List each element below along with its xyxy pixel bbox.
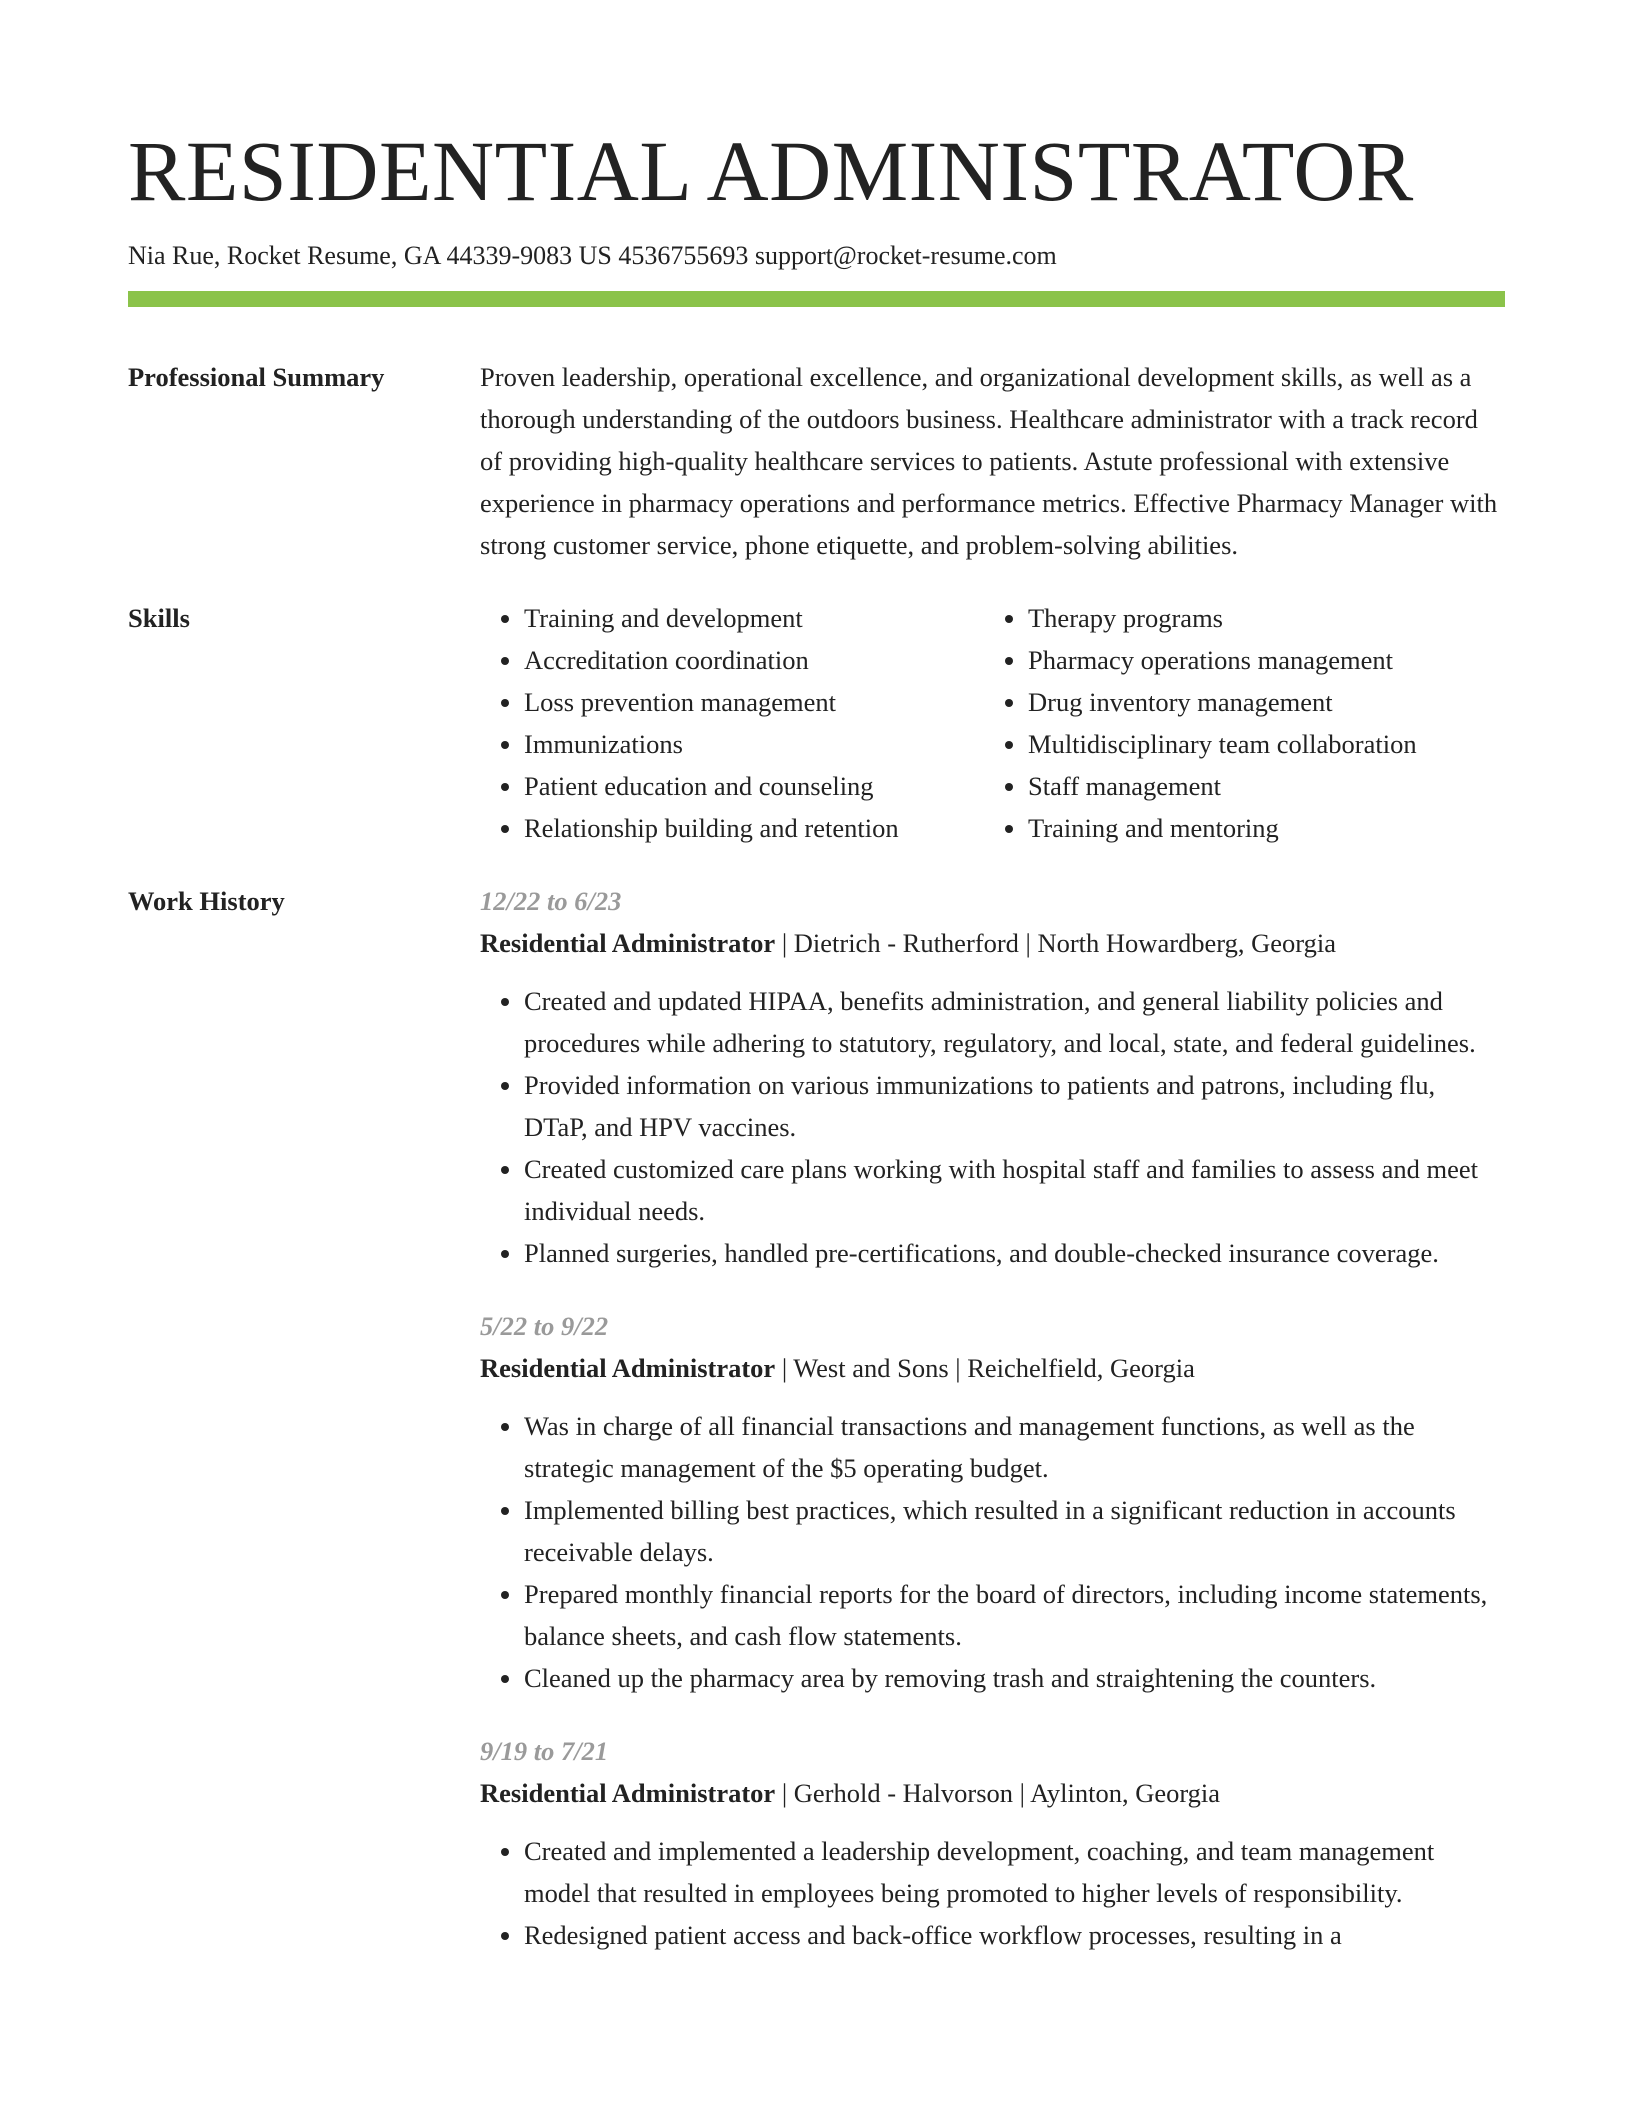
work-history-body [480,880,1505,1956]
job-bullets [480,980,1505,1274]
skill-item: • Immunizations [524,723,984,765]
job-bullet: • Created and updated HIPAA, benefits administration, and general liability policies and procedures while adhering to statutory, regulatory, and local, state, and federal guidelines. [524,980,1505,1064]
job-dates: 9/19 to 7/21 [480,1736,609,1766]
summary-heading: Professional Summary [128,362,385,392]
summary-section [128,356,1505,566]
skill-item: • Training and development [524,597,984,639]
job-header [480,1772,1505,1814]
job-title: Residential Administrator [480,1778,776,1808]
skill-item: • Drug inventory management [1028,681,1528,723]
skill-item: • Patient education and counseling [524,765,984,807]
skill-item: • Pharmacy operations management [1028,639,1528,681]
job-bullet: • Implemented billing best practices, which resulted in a significant reduction in accounts receivable delays. [524,1489,1505,1573]
summary-text: Proven leadership, operational excellence, and organizational development skills, as well as a thorough understanding of the outdoors business. Healthcare administrator with a track record of providing high-quality healthcare services to patients. Astute professional with extensive experience in pharmacy operations and performance metrics. Effective Pharmacy Manager with strong customer service, phone etiquette, and problem-solving abilities. [480,362,1498,560]
job-bullet: • Planned surgeries, handled pre-certifications, and double-checked insurance coverage. [524,1232,1505,1274]
job-dates: 12/22 to 6/23 [480,886,622,916]
job-dates: 5/22 to 9/22 [480,1311,609,1341]
skills-section [128,597,1505,849]
skill-item: • Training and mentoring [1028,807,1528,849]
job-bullets [480,1830,1505,1956]
job-details: | West and Sons | Reichelfield, Georgia [775,1353,1195,1383]
job-entry [480,880,1505,1274]
skills-list-right [984,597,1528,849]
job-bullet: • Created customized care plans working with hospital staff and families to assess and meet individual needs. [524,1148,1505,1232]
job-details: | Dietrich - Rutherford | North Howardberg, Georgia [775,928,1337,958]
job-entry [480,1730,1505,1956]
job-bullets [480,1405,1505,1699]
skill-item: • Multidisciplinary team collaboration [1028,723,1528,765]
skill-item: • Staff management [1028,765,1528,807]
job-bullet: • Created and implemented a leadership development, coaching, and team management model that resulted in employees being promoted to higher levels of responsibility. [524,1830,1505,1914]
work-history-section [128,880,1505,1956]
job-bullet: • Provided information on various immunizations to patients and patrons, including flu, DTaP, and HPV vaccines. [524,1064,1505,1148]
job-title: Residential Administrator [480,928,776,958]
skills-grid [480,597,1528,849]
skill-item: • Loss prevention management [524,681,984,723]
job-title: Residential Administrator [480,1353,776,1383]
job-bullet: • Cleaned up the pharmacy area by removing trash and straightening the counters. [524,1657,1505,1699]
work-history-heading: Work History [128,886,285,916]
job-bullet: • Redesigned patient access and back-office workflow processes, resulting in a [524,1914,1505,1956]
skill-item: • Relationship building and retention [524,807,984,849]
resume-page [128,0,1505,1956]
skills-list-left [480,597,984,849]
job-header [480,922,1505,964]
skill-item: • Therapy programs [1028,597,1528,639]
contact-line: Nia Rue, Rocket Resume, GA 44339-9083 US 4536755693 support@rocket-resume.com [128,241,1057,270]
skills-heading: Skills [128,603,190,633]
job-details: | Gerhold - Halvorson | Aylinton, Georgia [775,1778,1221,1808]
skill-item: • Accreditation coordination [524,639,984,681]
resume-title: RESIDENTIAL ADMINISTRATOR [128,123,1414,219]
header-divider [128,291,1505,307]
job-bullet: • Prepared monthly financial reports for the board of directors, including income statements, balance sheets, and cash flow statements. [524,1573,1505,1657]
job-header [480,1347,1505,1389]
job-entry [480,1305,1505,1699]
job-bullet: • Was in charge of all financial transactions and management functions, as well as the strategic management of the $5 operating budget. [524,1405,1505,1489]
